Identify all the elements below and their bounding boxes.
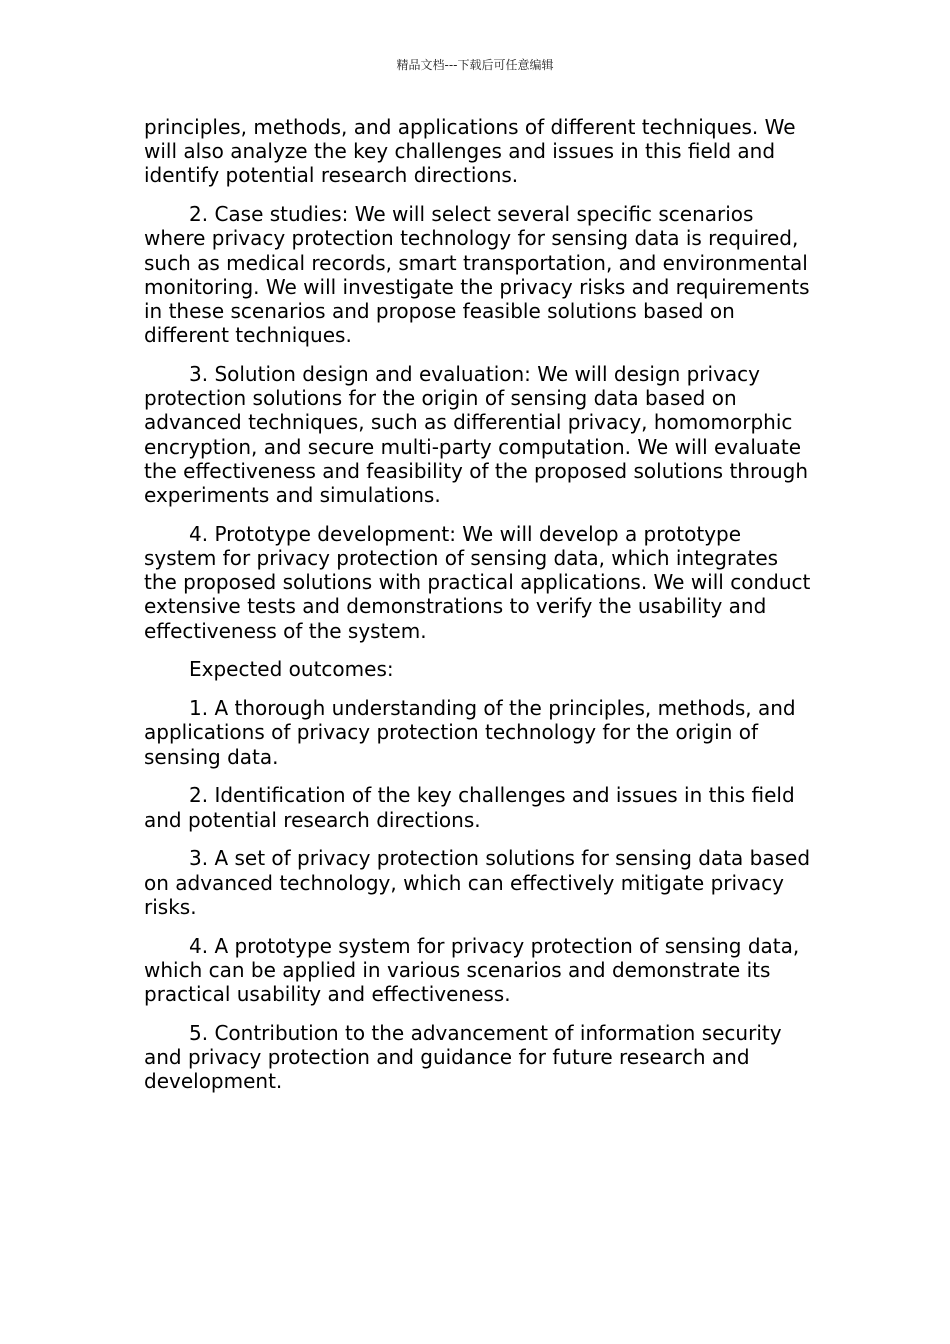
paragraph-case-studies: 2. Case studies: We will select several specific scenarios where privacy protection technology for sensing data is required, such as medical records, smart transportation, and environmental monitoring. We will investigate the privacy risks and requirements in these scenarios and propose feasible solutions based on different techniques. — [144, 202, 810, 348]
paragraph-prototype-development: 4. Prototype development: We will develop a prototype system for privacy protection of sensing data, which integrates the proposed solutions with practical applications. We will conduct extensive tests and demonstrations to verify the usability and effectiveness of the system. — [144, 521, 811, 643]
outcome-item-5: 5. Contribution to the advancement of information security and privacy protection and guidance for future research and development. — [144, 1020, 782, 1094]
paragraph-methods-continued: principles, methods, and applications of different techniques. We will also analyze the key challenges and issues in this field and identify potential research directions. — [144, 115, 796, 188]
expected-outcomes-heading: Expected outcomes: — [189, 657, 394, 682]
outcome-item-1: 1. A thorough understanding of the principles, methods, and applications of privacy protection technology for the origin of sensing data. — [144, 696, 796, 769]
page-header: 精品文档---下载后可任意编辑 — [396, 58, 554, 72]
outcome-item-4: 4. A prototype system for privacy protection of sensing data, which can be applied in various scenarios and demonstrate its practical usability and effectiveness. — [144, 933, 800, 1007]
outcome-item-3: 3. A set of privacy protection solutions for sensing data based on advanced technology, which can effectively mitigate privacy risks. — [144, 846, 811, 919]
document-body — [144, 115, 816, 1108]
paragraph-solution-design: 3. Solution design and evaluation: We will design privacy protection solutions for the origin of sensing data based on advanced techniques, such as differential privacy, homomorphic encryption, and secure multi-party computation. We will evaluate the effectiveness and feasibility of the proposed solutions through experiments and simulations. — [144, 362, 809, 508]
outcome-item-2: 2. Identification of the key challenges and issues in this field and potential research directions. — [144, 783, 795, 832]
